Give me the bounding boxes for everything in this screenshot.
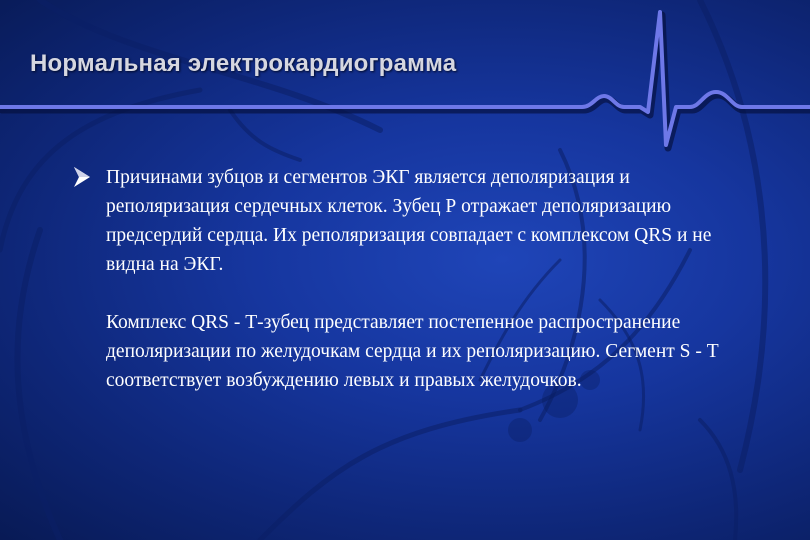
slide-title: Нормальная электрокардиограмма [30, 50, 457, 77]
arrowhead-bullet-icon [73, 166, 91, 188]
slide-body [73, 163, 753, 395]
body-paragraph-2: Комплекс QRS - Т-зубец представляет постепенное распространение деполяризации по желудочкам сердца и их реполяризацию. Сегмент S - Т соответствует возбуждению левых и правых желудочков. [106, 312, 719, 391]
body-paragraph-1: Причинами зубцов и сегментов ЭКГ является деполяризация и реполяризация сердечных клеток. Зубец Р отражает деполяризацию предсердий сердца. Их реполяризация совпадает с комплексом QRS и не видна на ЭКГ. [106, 167, 712, 275]
